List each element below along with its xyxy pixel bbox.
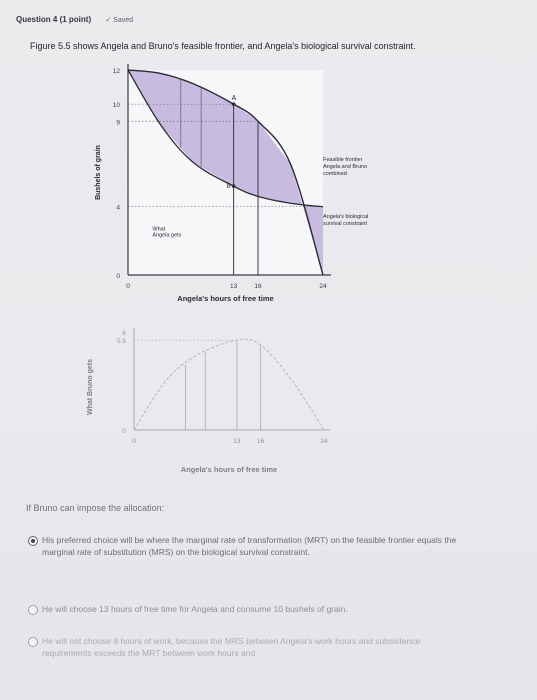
legend-constraint: Angela's biological <box>323 214 369 220</box>
y-axis-label: Bushels of grain <box>95 145 102 200</box>
point-a <box>232 102 236 106</box>
answer-option-2[interactable] <box>28 603 458 615</box>
y-axis-label: What Bruno gets <box>87 359 94 415</box>
y-tick-label: 0 <box>122 428 126 435</box>
what-angela-gets-label: Angela gets <box>152 232 182 239</box>
x-tick-label: 16 <box>257 438 265 445</box>
y-tick-label: 10 <box>112 102 120 110</box>
y-tick-label: 5.5 <box>116 338 126 346</box>
y-tick-label: 12 <box>112 68 120 75</box>
x-tick-label: 13 <box>233 438 241 445</box>
x-tick-label: 24 <box>319 283 327 290</box>
legend-frontier: Feasible frontier <box>323 157 363 163</box>
x-axis-label: Angela's hours of free time <box>180 465 278 474</box>
question-text: If Bruno can impose the allocation: <box>26 503 165 513</box>
y-tick-label: 0 <box>116 273 120 280</box>
answer-option-3-text: He will not choose 8 hours of work, because the MRS between Angela's work hours and subsistence requirements exceeds the MRT between work hours and <box>42 636 421 658</box>
y-tick-label: 6 <box>122 330 126 337</box>
answer-option-2-text: He will choose 13 hours of free time for Angela and consume 10 bushels of grain. <box>42 604 348 614</box>
legend-frontier: combined <box>323 171 347 177</box>
question-number: Question 4 (1 point) <box>16 15 92 24</box>
answer-option-3[interactable] <box>28 635 458 659</box>
question-header <box>16 15 133 24</box>
x-tick-label: 24 <box>320 438 328 445</box>
point-a-label: A <box>231 95 237 103</box>
legend-frontier: Angela and Bruno <box>323 164 368 170</box>
x-tick-label: 0 <box>126 283 130 290</box>
what-angela-gets-label: What <box>152 226 166 233</box>
bruno-chart <box>0 318 537 493</box>
answer-option-1[interactable] <box>28 534 458 558</box>
y-tick-label: 9 <box>116 119 120 127</box>
y-tick-label: 4 <box>116 204 120 212</box>
bruno-gets-curve <box>134 339 324 430</box>
x-tick-label: 16 <box>254 283 262 290</box>
legend-constraint: survival constraint <box>323 221 368 227</box>
checkmark-icon: ✓ <box>105 17 112 24</box>
saved-status <box>105 17 133 24</box>
point-b <box>232 184 236 188</box>
radio-selected-icon[interactable] <box>28 536 38 546</box>
radio-icon[interactable] <box>28 637 38 647</box>
x-tick-label: 13 <box>230 283 238 290</box>
saved-label: Saved <box>113 17 134 24</box>
radio-icon[interactable] <box>28 605 38 615</box>
answer-option-1-text: His preferred choice will be where the marginal rate of transformation (MRT) on the feasible frontier equals the marginal rate of substitution (MRS) on the biological survival constraint. <box>42 535 457 557</box>
x-axis-label: Angela's hours of free time <box>177 294 274 303</box>
point-b-label: B <box>226 184 231 191</box>
question-prompt: Figure 5.5 shows Angela and Bruno's feasible frontier, and Angela's biological survival constraint. <box>30 41 416 51</box>
x-tick-label: 0 <box>132 438 136 445</box>
